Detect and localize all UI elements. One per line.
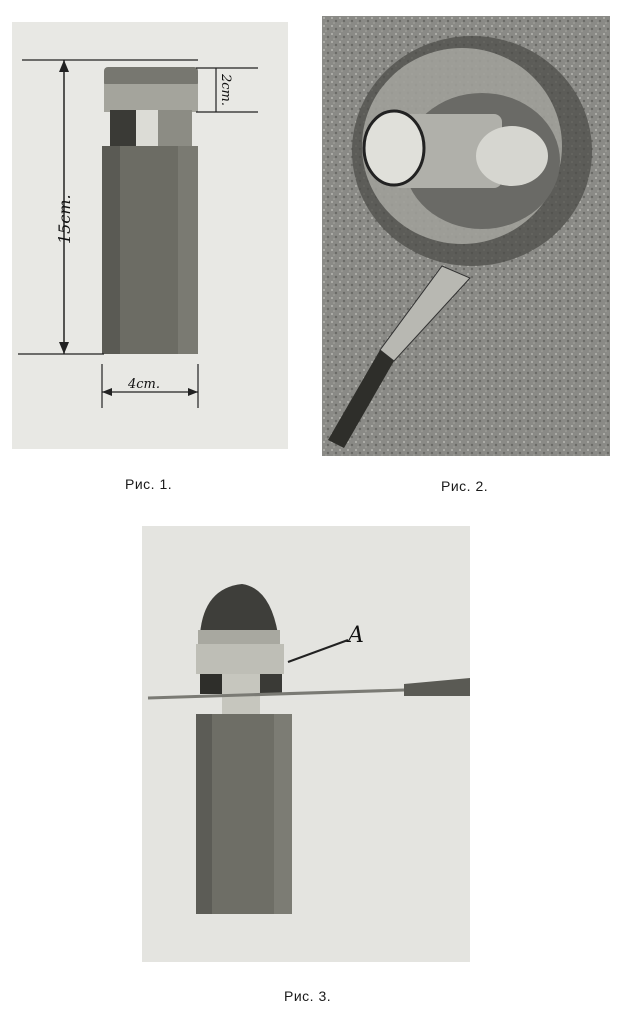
figure-3-caption: Рис. 3. [284, 988, 332, 1004]
dimension-label-height: 15cm. [55, 194, 74, 244]
figure-2-photo [322, 16, 610, 456]
figure-1-photo [12, 22, 288, 449]
figure-1-caption: Рис. 1. [125, 476, 173, 492]
figure-2-caption: Рис. 2. [441, 478, 489, 494]
callout-label-a: A [348, 623, 364, 648]
dimension-label-width: 4cm. [128, 377, 161, 392]
figure-3-photo [142, 526, 470, 962]
dimension-label-top: 2cm. [218, 74, 233, 107]
